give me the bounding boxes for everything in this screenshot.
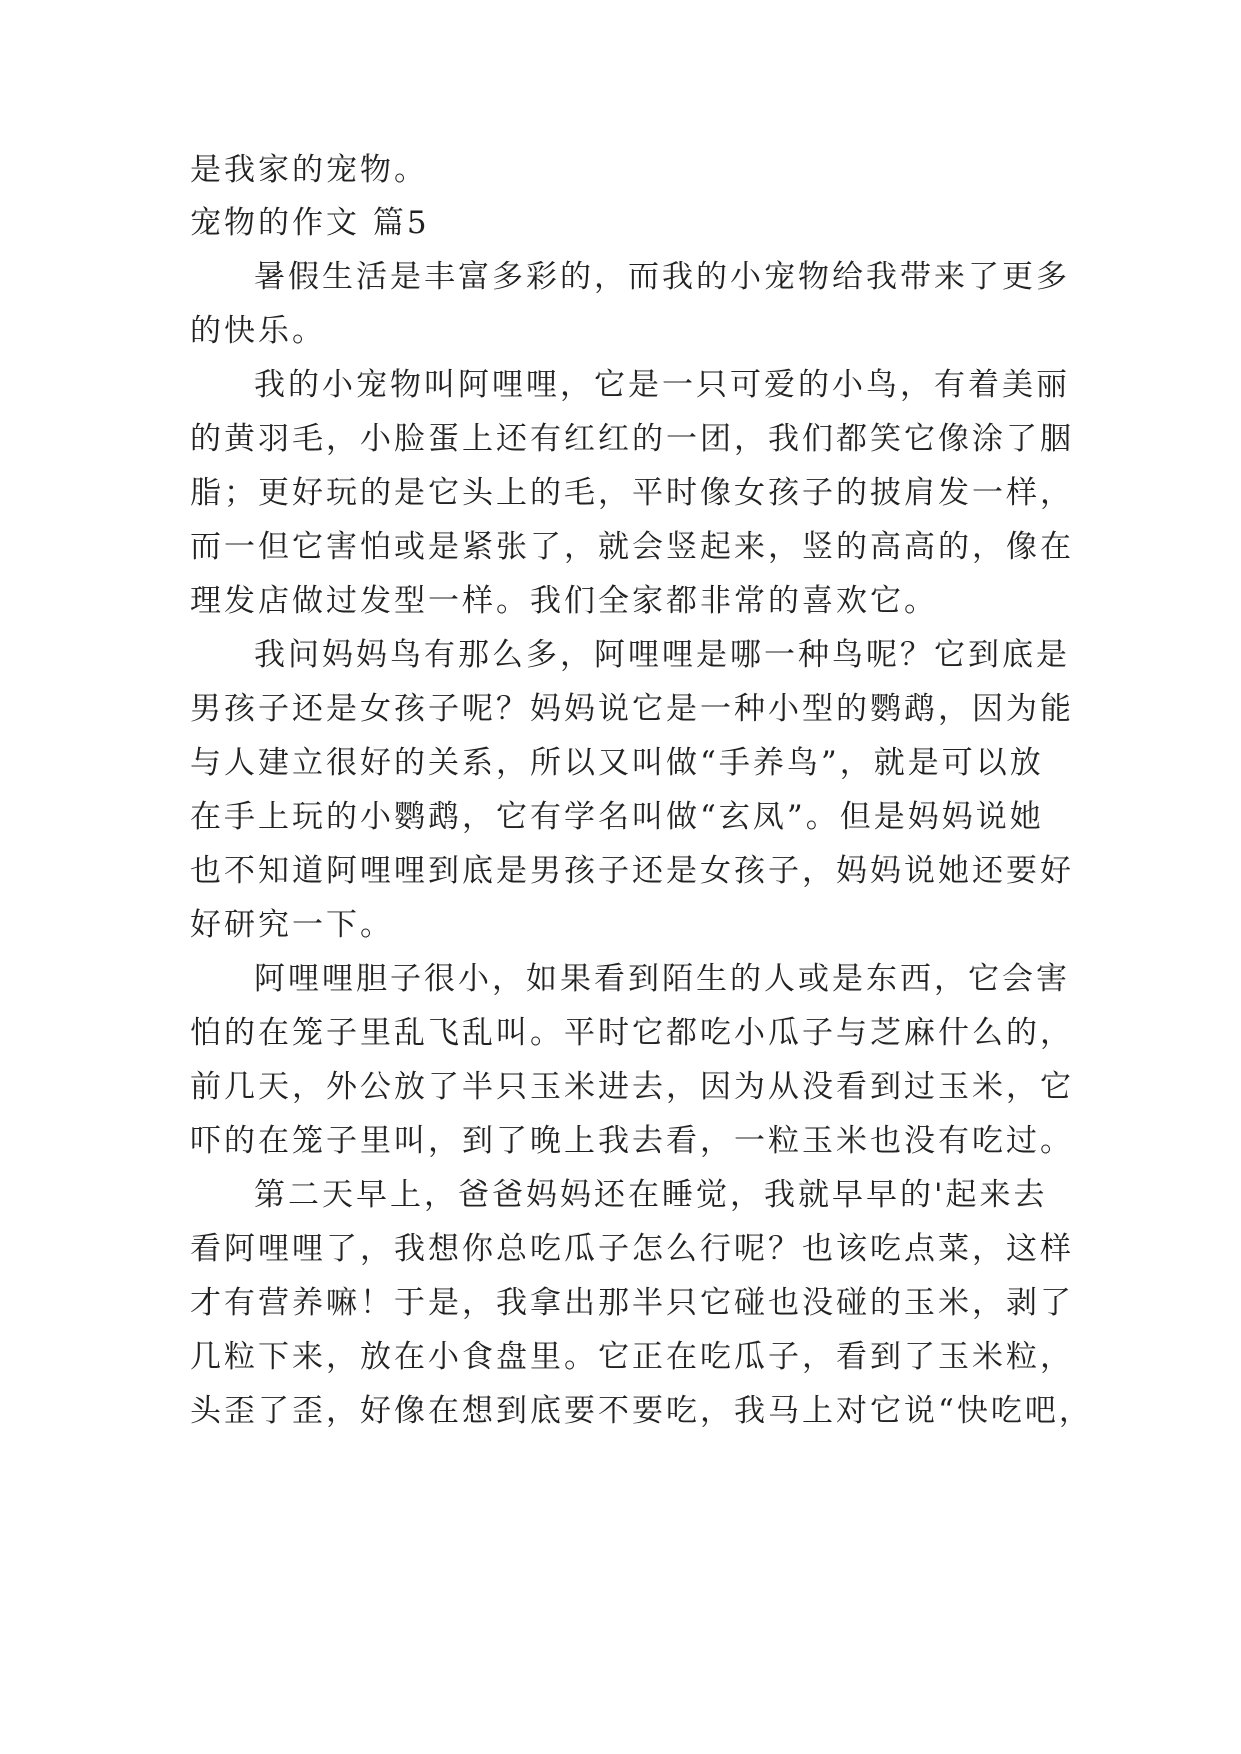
text-line: 才有营养嘛！于是，我拿出那半只它碰也没碰的玉米，剥了 xyxy=(190,1285,1074,1321)
text-line: 理发店做过发型一样。我们全家都非常的喜欢它。 xyxy=(190,583,938,619)
text-line: 我问妈妈鸟有那么多，阿哩哩是哪一种鸟呢？它到底是 xyxy=(254,637,1070,673)
text-line: 暑假生活是丰富多彩的，而我的小宠物给我带来了更多 xyxy=(254,259,1070,295)
text-line: 怕的在笼子里乱飞乱叫。平时它都吃小瓜子与芝麻什么的， xyxy=(190,1015,1074,1051)
text-line: 我的小宠物叫阿哩哩，它是一只可爱的小鸟，有着美丽 xyxy=(254,367,1070,403)
text-line: 前几天，外公放了半只玉米进去，因为从没看到过玉米，它 xyxy=(190,1069,1074,1105)
text-line: 的黄羽毛，小脸蛋上还有红红的一团，我们都笑它像涂了胭 xyxy=(190,421,1074,457)
text-line: 头歪了歪，好像在想到底要不要吃，我马上对它说“快吃吧， xyxy=(190,1393,1093,1429)
text-line: 阿哩哩胆子很小，如果看到陌生的人或是东西，它会害 xyxy=(254,961,1070,997)
text-line: 的快乐。 xyxy=(190,313,326,349)
text-line: 脂；更好玩的是它头上的毛，平时像女孩子的披肩发一样， xyxy=(190,475,1074,511)
text-line: 男孩子还是女孩子呢？妈妈说它是一种小型的鹦鹉，因为能 xyxy=(190,691,1074,727)
text-line: 是我家的宠物。 xyxy=(190,152,428,188)
text-line: 与人建立很好的关系，所以又叫做“手养鸟”，就是可以放 xyxy=(190,745,1044,781)
text-line: 好研究一下。 xyxy=(190,907,394,943)
text-line: 第二天早上，爸爸妈妈还在睡觉，我就早早的'起来去 xyxy=(254,1177,1048,1213)
text-line: 几粒下来，放在小食盘里。它正在吃瓜子，看到了玉米粒， xyxy=(190,1339,1074,1375)
text-line: 看阿哩哩了，我想你总吃瓜子怎么行呢？也该吃点菜，这样 xyxy=(190,1231,1074,1267)
text-line: 在手上玩的小鹦鹉，它有学名叫做“玄凤”。但是妈妈说她 xyxy=(190,799,1044,835)
text-line: 而一但它害怕或是紧张了，就会竖起来，竖的高高的，像在 xyxy=(190,529,1074,565)
section-heading: 宠物的作文 篇5 xyxy=(190,205,430,241)
text-line: 吓的在笼子里叫，到了晚上我去看，一粒玉米也没有吃过。 xyxy=(190,1123,1074,1159)
text-line: 也不知道阿哩哩到底是男孩子还是女孩子，妈妈说她还要好 xyxy=(190,853,1074,889)
